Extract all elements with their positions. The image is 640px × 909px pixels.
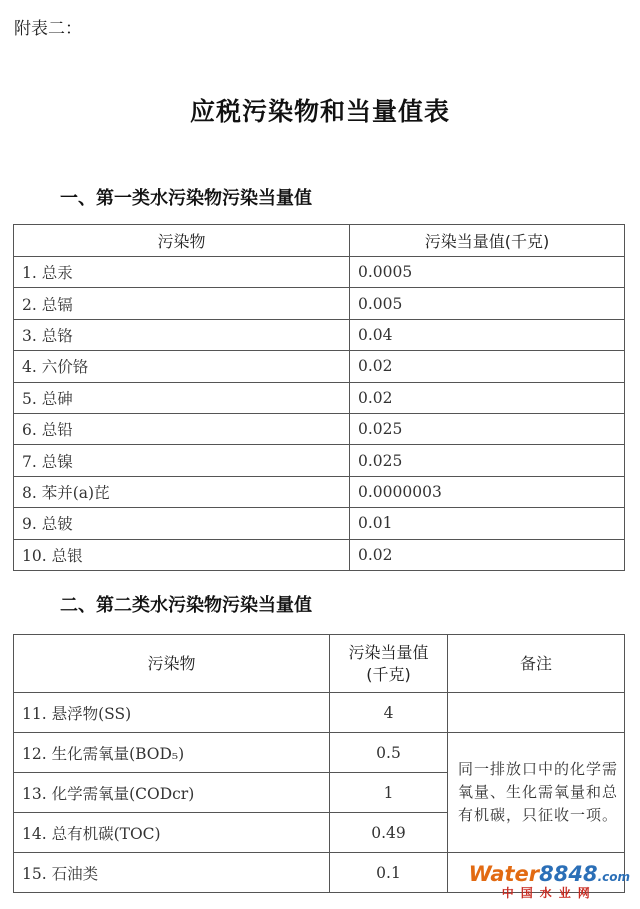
note-text: 同一排放口中的化学需氧量、生化需氧量和总有机碳，只征收一项。 bbox=[448, 733, 625, 853]
pollutant-name: 9. 总铍 bbox=[14, 508, 350, 539]
first-class-pollutant-table bbox=[13, 224, 625, 571]
col-value-header-line1: 污染当量值 bbox=[348, 642, 429, 662]
pollutant-name: 3. 总铬 bbox=[14, 319, 350, 350]
table-row bbox=[14, 508, 625, 539]
pollutant-value: 0.01 bbox=[350, 508, 625, 539]
pollutant-name: 4. 六价铬 bbox=[14, 351, 350, 382]
watermark-brand bbox=[469, 862, 630, 886]
pollutant-value: 0.49 bbox=[330, 813, 448, 853]
pollutant-name: 11. 悬浮物(SS) bbox=[14, 693, 330, 733]
table-row bbox=[14, 476, 625, 507]
pollutant-value: 0.04 bbox=[350, 319, 625, 350]
pollutant-value: 4 bbox=[330, 693, 448, 733]
pollutant-value: 0.02 bbox=[350, 351, 625, 382]
pollutant-value: 0.005 bbox=[350, 288, 625, 319]
attachment-label: 附表二： bbox=[14, 19, 82, 39]
table-header-row bbox=[14, 635, 625, 693]
table-row bbox=[14, 288, 625, 319]
table-header-row bbox=[14, 225, 625, 257]
pollutant-name: 12. 生化需氧量(BOD₅) bbox=[14, 733, 330, 773]
pollutant-name: 7. 总镍 bbox=[14, 445, 350, 476]
table-row bbox=[14, 382, 625, 413]
watermark-logo bbox=[469, 862, 630, 901]
pollutant-value: 0.025 bbox=[350, 445, 625, 476]
col-pollutant-header: 污染物 bbox=[14, 635, 330, 693]
table-row bbox=[14, 693, 625, 733]
pollutant-value: 0.1 bbox=[330, 853, 448, 893]
table-row bbox=[14, 539, 625, 570]
pollutant-name: 1. 总汞 bbox=[14, 257, 350, 288]
pollutant-value: 0.0000003 bbox=[350, 476, 625, 507]
second-class-pollutant-table bbox=[13, 634, 625, 893]
pollutant-value: 0.02 bbox=[350, 539, 625, 570]
pollutant-name: 13. 化学需氧量(CODcr) bbox=[14, 773, 330, 813]
pollutant-value: 0.5 bbox=[330, 733, 448, 773]
col-pollutant-header: 污染物 bbox=[14, 225, 350, 257]
table-row bbox=[14, 351, 625, 382]
page-title: 应税污染物和当量值表 bbox=[189, 97, 450, 126]
pollutant-name: 5. 总砷 bbox=[14, 382, 350, 413]
section2-heading: 二、第二类水污染物污染当量值 bbox=[60, 595, 312, 616]
watermark-brand-suffix: .com bbox=[597, 870, 630, 884]
watermark-brand-word: Water bbox=[468, 862, 540, 886]
pollutant-value: 0.025 bbox=[350, 413, 625, 444]
table-row bbox=[14, 733, 625, 773]
table-row bbox=[14, 257, 625, 288]
pollutant-name: 15. 石油类 bbox=[14, 853, 330, 893]
col-value-header: 污染当量值(千克) bbox=[350, 225, 625, 257]
note-cell-empty bbox=[448, 693, 625, 733]
col-value-header bbox=[330, 635, 448, 693]
pollutant-name: 6. 总铅 bbox=[14, 413, 350, 444]
pollutant-name: 8. 苯并(a)芘 bbox=[14, 476, 350, 507]
table-row bbox=[14, 319, 625, 350]
pollutant-name: 2. 总镉 bbox=[14, 288, 350, 319]
pollutant-value: 0.0005 bbox=[350, 257, 625, 288]
watermark-brand-number: 8848 bbox=[539, 862, 598, 886]
pollutant-name: 10. 总银 bbox=[14, 539, 350, 570]
col-value-header-line2: (千克) bbox=[366, 664, 411, 684]
table-row bbox=[14, 413, 625, 444]
table-row bbox=[14, 445, 625, 476]
pollutant-value: 1 bbox=[330, 773, 448, 813]
pollutant-name: 14. 总有机碳(TOC) bbox=[14, 813, 330, 853]
col-note-header: 备注 bbox=[448, 635, 625, 693]
section1-heading: 一、第一类水污染物污染当量值 bbox=[60, 188, 312, 209]
pollutant-value: 0.02 bbox=[350, 382, 625, 413]
watermark-cn-name: 中国水业网 bbox=[501, 886, 597, 900]
